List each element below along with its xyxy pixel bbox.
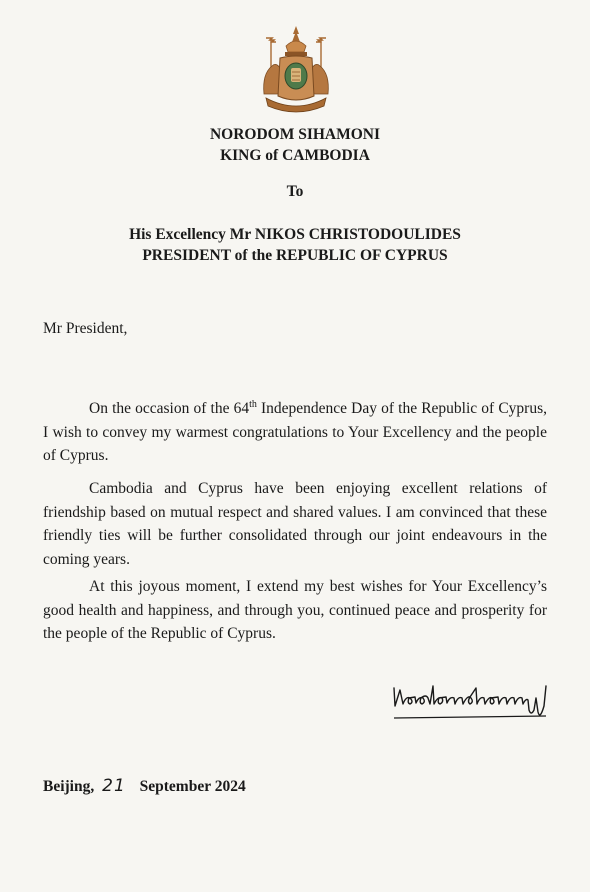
recipient-name: His Excellency Mr NIKOS CHRISTODOULIDES — [129, 226, 461, 243]
date-place: Beijing, — [43, 778, 95, 795]
royal-arms-emblem-icon — [258, 24, 334, 118]
recipient-block — [0, 224, 590, 266]
sender-block — [0, 124, 590, 166]
p1-ordinal-suffix: th — [249, 398, 257, 410]
sender-title: KING of CAMBODIA — [220, 147, 370, 164]
recipient-title: PRESIDENT of the REPUBLIC OF CYPRUS — [142, 247, 448, 264]
body-paragraph-3: At this joyous moment, I extend my best wishes for Your Excellency’s good health and happiness, and through you, continued peace and prosperity for the people of the Republic of Cyprus. — [43, 578, 547, 642]
p1-before-ordinal: On the occasion of the 64 — [89, 400, 250, 417]
to-label: To — [286, 183, 304, 200]
body-paragraph-1 — [43, 397, 547, 468]
date-month-year: September 2024 — [139, 778, 246, 795]
handwritten-signature — [388, 676, 564, 724]
date-day-handwritten: 21 — [102, 776, 126, 796]
salutation: Mr President, — [43, 320, 128, 337]
p1-after-ordinal: Independence Day of the Republic of Cyprus, I wish to convey my warmest congratulations to Your Excellency and the people of Cyprus. — [43, 400, 547, 464]
body-paragraph-2: Cambodia and Cyprus have been enjoying excellent relations of friendship based on mutual respect and shared values. I am convinced that these friendly ties will be further consolidated through our joint endeavours in the coming years. — [43, 480, 547, 568]
date-line — [43, 776, 246, 796]
sender-name: NORODOM SIHAMONI — [209, 126, 381, 143]
